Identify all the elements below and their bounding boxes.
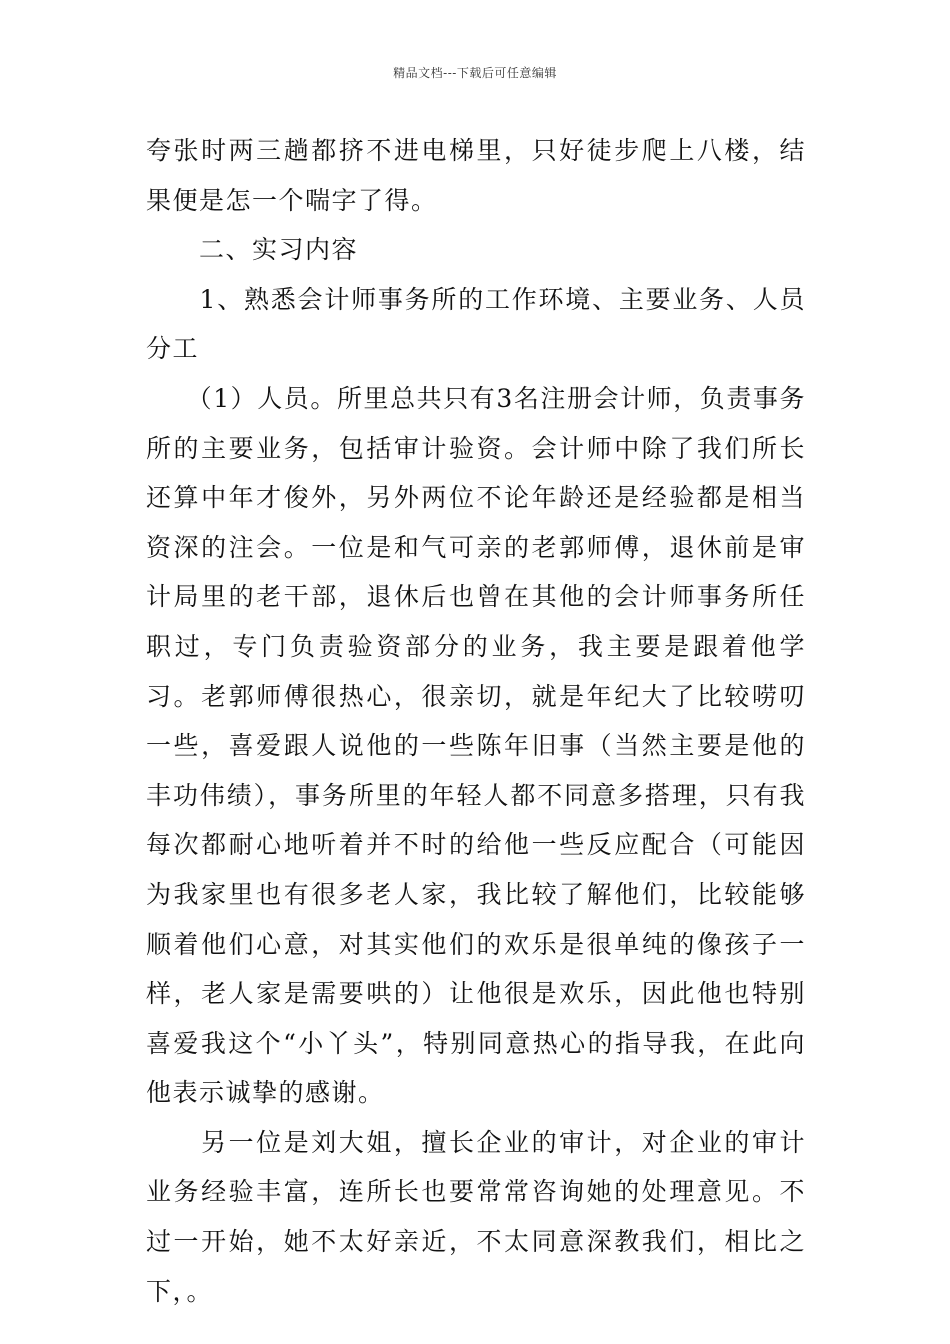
paragraph-sister-liu: 另一位是刘大姐，擅长企业的审计，对企业的审计业务经验丰富，连所长也要常常咨询她的处理意见。不过一开始，她不太好亲近，不太同意深教我们，相比之下，。 [146,1127,806,1306]
subheading-familiarize-firm: 1、熟悉会计师事务所的工作环境、主要业务、人员分工 [146,284,806,364]
page-header: 精品文档---下载后可任意编辑 [393,66,557,80]
section-heading-internship-content: 二、实习内容 [146,235,359,265]
paragraph-personnel: （1）人员。所里总共只有3名注册会计师，负责事务所的主要业务，包括审计验资。会计师中除了我们所长还算中年才俊外，另外两位不论年龄还是经验都是相当资深的注会。一位是和气可亲的老郭师傅，退休前是审计局里的老干部，退休后也曾在其他的会计师事务所任职过，专门负责验资部分的业务，我主要是跟着他学习。老郭师傅很热心，很亲切，就是年纪大了比较唠叨一些，喜爱跟人说他的一些陈年旧事（当然主要是他的丰功伟绩），事务所里的年轻人都不同意多搭理，只有我每次都耐心地听着并不时的给他一些反应配合（可能因为我家里也有很多老人家，我比较了解他们，比较能够顺着他们心意，对其实他们的欢乐是很单纯的像孩子一样，老人家是需要哄的）让他很是欢乐，因此他也特别喜爱我这个“小丫头”，特别同意热心的指导我，在此向他表示诚挚的感谢。 [146,383,806,1108]
paragraph-continuation: 夸张时两三趟都挤不进电梯里，只好徒步爬上八楼，结果便是怎一个喘字了得。 [146,136,806,215]
document-body [146,126,806,1316]
